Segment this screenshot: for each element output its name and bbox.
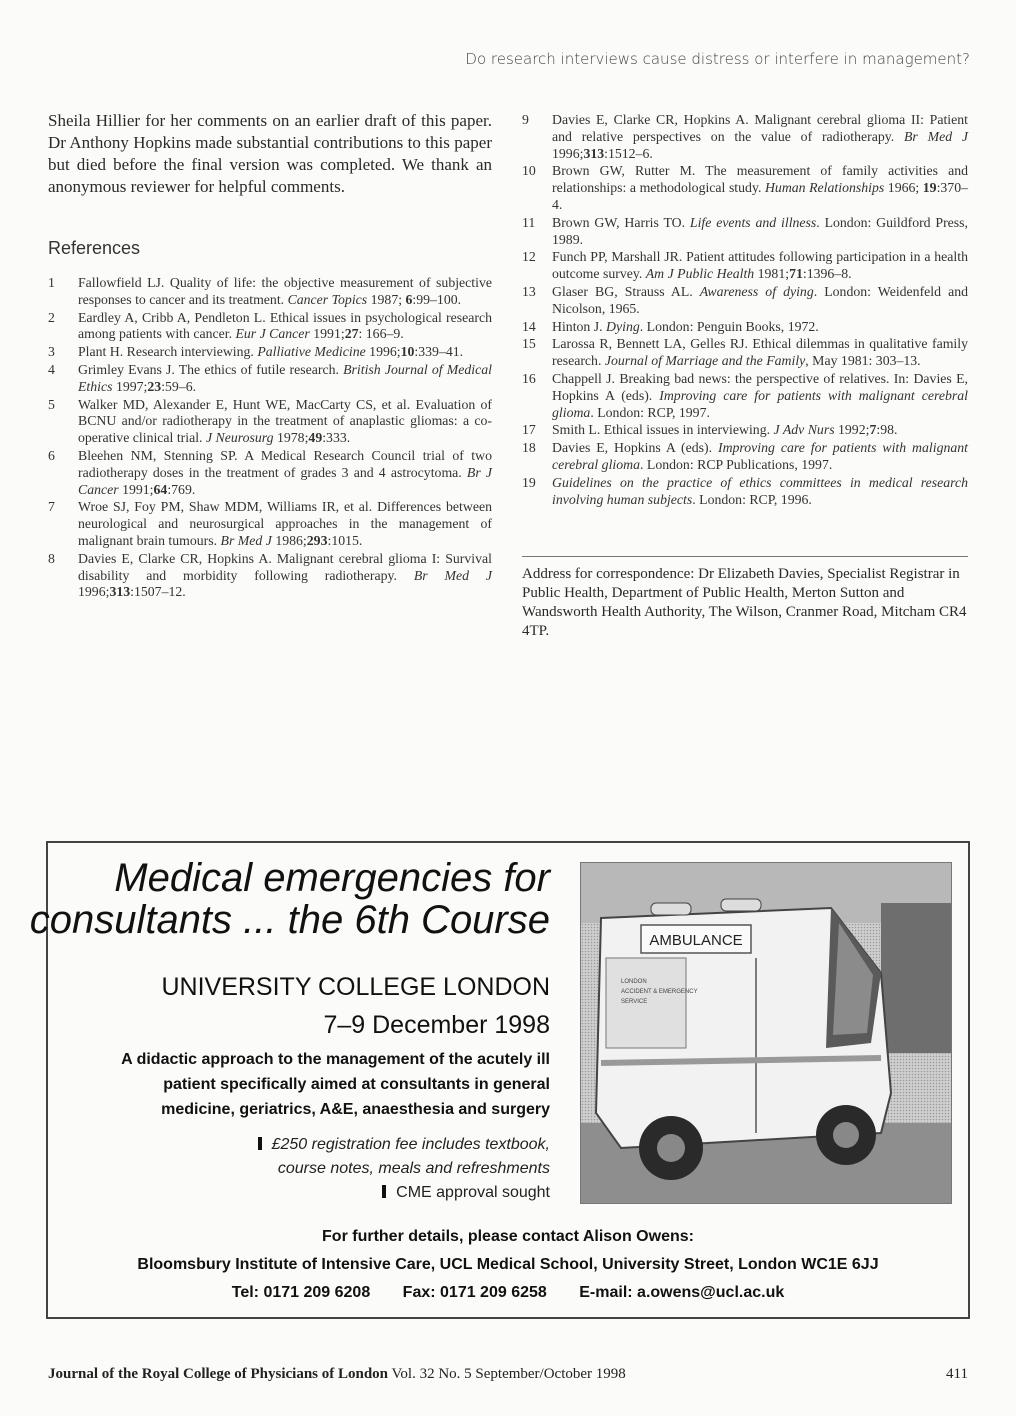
reference-item	[522, 336, 968, 370]
ad-bullets	[190, 1133, 550, 1205]
reference-journal: Awareness of dying	[699, 283, 814, 299]
ad-fax: Fax: 0171 209 6258	[402, 1284, 547, 1301]
reference-item	[48, 310, 492, 344]
ambulance-icon	[581, 863, 951, 1203]
reference-year: 1992;	[834, 422, 870, 438]
reference-item	[48, 551, 492, 601]
reference-year: 1997;	[112, 378, 148, 394]
reference-year: 1966;	[884, 180, 923, 196]
reference-year: 1981;	[754, 266, 790, 282]
reference-number: 6	[48, 447, 55, 463]
reference-year: 1991;	[309, 326, 345, 342]
reference-number: 1	[48, 275, 55, 290]
reference-authors: Davies E, Clarke CR, Hopkins A. Malignant cerebral glioma II: Patient and relative perspectives on the value of radiotherapy.	[552, 112, 968, 144]
reference-item	[522, 440, 968, 474]
reference-year: . London: RCP Publications, 1997.	[640, 456, 833, 472]
reference-year: 1996;	[365, 344, 401, 360]
reference-authors: Funch PP, Marshall JR. Patient attitudes following participation in a health outcome survey.	[552, 249, 968, 282]
reference-volume: 64	[153, 481, 168, 497]
reference-journal: Cancer Topics	[287, 291, 368, 307]
reference-pages: :769.	[167, 481, 196, 497]
reference-item	[522, 163, 968, 213]
ambulance-photo	[580, 862, 952, 1204]
reference-pages: :1015.	[327, 532, 363, 548]
reference-journal: Dying	[606, 318, 640, 334]
correspondence-address: Address for correspondence: Dr Elizabeth Davies, Specialist Registrar in Public Health, Department of Public Health, Merton Sutton and Wandsworth Health Authority, The Wilson, Cranmer Road, Mitcham CR4 4TP.	[522, 556, 968, 641]
photo-side-text: LONDON	[621, 979, 647, 985]
reference-journal: Improving care for patients with malignant cerebral glioma	[552, 387, 968, 420]
reference-authors: Davies E, Hopkins A (eds).	[552, 440, 718, 456]
reference-volume: 23	[147, 378, 162, 394]
reference-pages: :99–100.	[412, 291, 462, 307]
course-advertisement	[29, 841, 970, 1319]
ad-desc-line: patient specifically aimed at consultants in general	[163, 1076, 550, 1093]
reference-journal: Life events and illness	[689, 214, 817, 230]
reference-item	[48, 448, 492, 498]
reference-year: . London: Penguin Books, 1972.	[639, 318, 819, 334]
reference-year: 1996;	[78, 584, 110, 600]
bullet-square-icon	[258, 1137, 262, 1150]
reference-journal: Br J Cancer	[78, 464, 492, 497]
reference-item	[522, 112, 968, 162]
reference-number: 2	[48, 309, 55, 325]
ad-institution: UNIVERSITY COLLEGE LONDON	[161, 973, 550, 1001]
reference-item	[48, 275, 492, 309]
ad-contact-line1: For further details, please contact Alison Owens:	[322, 1228, 694, 1245]
reference-item	[522, 215, 968, 249]
references-list-right	[522, 112, 968, 508]
reference-number: 12	[522, 249, 536, 265]
page-number: 411	[946, 1366, 968, 1382]
reference-journal: Journal of Marriage and the Family	[604, 353, 806, 369]
reference-year: . London: Weidenfeld and Nicolson, 1965.	[552, 283, 968, 316]
reference-authors: Larossa R, Bennett LA, Gelles RJ. Ethical dilemmas in qualitative family research.	[552, 336, 968, 369]
reference-volume: 7	[869, 422, 877, 438]
reference-authors: Hinton J.	[552, 318, 607, 334]
reference-item	[48, 362, 492, 396]
page-footer	[48, 1366, 968, 1383]
reference-number: 18	[522, 440, 536, 456]
bullet-square-icon	[382, 1185, 386, 1198]
reference-year: . London: RCP, 1996.	[692, 491, 812, 507]
ad-contact-numbers	[48, 1279, 968, 1307]
reference-number: 4	[48, 361, 55, 377]
reference-number: 15	[522, 336, 536, 352]
reference-pages: : 166–9.	[358, 326, 404, 342]
reference-authors: Chappell J. Breaking bad news: the perspective of relatives. In: Davies E, Hopkins A (eds).	[552, 370, 968, 403]
running-header: Do research interviews cause distress or interfere in management?	[465, 50, 970, 68]
reference-authors: Eardley A, Cribb A, Pendleton L. Ethical issues in psychological research among patients with cancer.	[78, 309, 492, 342]
reference-item	[522, 249, 968, 283]
reference-year: , May 1981: 303–13.	[805, 353, 921, 369]
reference-pages: :1507–12.	[130, 584, 186, 600]
ad-bullet-fee	[190, 1133, 550, 1157]
ad-title-line1: Medical emergencies for	[114, 856, 550, 900]
reference-number: 10	[522, 163, 536, 179]
references-heading: References	[48, 238, 141, 258]
reference-volume: 313	[583, 145, 605, 161]
photo-side-text: SERVICE	[621, 999, 648, 1005]
reference-year: 1986;	[271, 532, 307, 548]
ad-desc-line: A didactic approach to the management of the acutely ill	[121, 1051, 550, 1068]
reference-journal: Br Med J	[904, 128, 968, 144]
reference-number: 19	[522, 474, 536, 490]
reference-volume: 27	[344, 326, 359, 342]
reference-authors: Davies E, Clarke CR, Hopkins A. Malignant cerebral glioma I: Survival disability and morbidity following radiotherapy.	[78, 550, 492, 583]
ad-tel: Tel: 0171 209 6208	[231, 1284, 371, 1301]
reference-authors: Walker MD, Alexander E, Hunt WE, MacCarty CS, et al. Evaluation of BCNU and/or radiotherapy in the treatment of anaplastic gliomas: a co-operative clinical trial.	[78, 396, 492, 446]
reference-item	[48, 344, 492, 361]
reference-pages: :1512–6.	[604, 145, 653, 161]
reference-volume: 6	[405, 291, 413, 307]
reference-item	[522, 422, 968, 439]
reference-number: 5	[48, 396, 55, 412]
reference-number: 16	[522, 370, 536, 386]
reference-journal: Guidelines on the practice of ethics committees in medical research involving human subjects	[552, 474, 968, 507]
reference-journal: Eur J Cancer	[235, 326, 310, 342]
reference-year: 1996;	[552, 145, 584, 161]
ad-bullet-fee-line1: £250 registration fee includes textbook,	[271, 1136, 550, 1153]
reference-year: . London: Guildford Press, 1989.	[552, 214, 968, 247]
right-column	[522, 112, 968, 509]
reference-authors: Smith L. Ethical issues in interviewing.	[552, 422, 774, 438]
reference-journal: Br Med J	[220, 532, 272, 548]
reference-journal: Am J Public Health	[645, 266, 755, 282]
ad-contact-line2: Bloomsbury Institute of Intensive Care, UCL Medical School, University Street, London WC1E 6JJ	[137, 1256, 879, 1273]
reference-authors: Plant H. Research interviewing.	[78, 344, 258, 360]
reference-number: 7	[48, 499, 55, 515]
ad-title	[30, 857, 550, 941]
reference-journal: Improving care for patients with malignant cerebral glioma	[552, 440, 968, 472]
reference-item	[522, 284, 968, 318]
reference-journal: Palliative Medicine	[257, 344, 366, 360]
reference-journal: Human Relationships	[764, 180, 885, 196]
footer-journal: Journal of the Royal College of Physicians of London	[48, 1366, 389, 1382]
reference-item	[48, 397, 492, 447]
reference-volume: 293	[306, 532, 328, 548]
reference-number: 8	[48, 550, 55, 566]
reference-journal: Br Med J	[413, 567, 492, 583]
ad-email[interactable]: E-mail: a.owens@ucl.ac.uk	[579, 1284, 785, 1301]
reference-year: 1991;	[118, 481, 154, 497]
reference-year: 1987;	[367, 291, 406, 307]
reference-number: 11	[522, 214, 536, 230]
ad-contact	[48, 1223, 968, 1307]
reference-item	[48, 499, 492, 549]
reference-authors: Wroe SJ, Foy PM, Shaw MDM, Williams IR, et al. Differences between neurological and neurosurgical approaches in the management of malignant brain tumours.	[78, 499, 492, 548]
reference-authors: Brown GW, Harris TO.	[552, 214, 690, 230]
reference-pages: :98.	[876, 422, 898, 438]
reference-item	[522, 371, 968, 421]
reference-item	[522, 319, 968, 336]
reference-authors: Glaser BG, Strauss AL.	[552, 283, 700, 299]
reference-number: 14	[522, 318, 536, 334]
ad-dates: 7–9 December 1998	[323, 1011, 550, 1039]
reference-number: 3	[48, 344, 55, 360]
reference-item	[522, 475, 968, 509]
photo-ambulance-label: AMBULANCE	[649, 932, 743, 949]
reference-year: . London: RCP, 1997.	[590, 404, 710, 420]
reference-authors: Bleehen NM, Stenning SP. A Medical Research Council trial of two radiotherapy doses in the treatment of grades 3 and 4 astrocytoma.	[78, 447, 492, 480]
ad-description	[70, 1047, 550, 1122]
reference-authors: Grimley Evans J. The ethics of futile research.	[78, 361, 344, 377]
reference-number: 17	[522, 422, 536, 438]
reference-volume: 49	[308, 430, 323, 446]
reference-volume: 313	[109, 584, 131, 600]
reference-number: 9	[522, 112, 529, 127]
reference-journal: J Adv Nurs	[773, 422, 835, 438]
ad-title-line2: consultants ... the 6th Course	[29, 898, 550, 942]
ad-bullet-cme	[190, 1181, 550, 1205]
reference-volume: 19	[922, 180, 937, 196]
reference-number: 13	[522, 283, 536, 299]
left-column	[48, 110, 492, 602]
reference-journal: J Neurosurg	[205, 430, 274, 446]
photo-side-text: ACCIDENT & EMERGENCY	[621, 989, 698, 995]
reference-year: 1978;	[273, 430, 309, 446]
reference-authors: Fallowfield LJ. Quality of life: the objective measurement of subjective responses to cancer and its treatment.	[78, 275, 492, 307]
reference-pages: :333.	[322, 430, 351, 446]
reference-volume: 71	[789, 266, 803, 282]
footer-issue: Vol. 32 No. 5 September/October 1998	[388, 1366, 626, 1382]
reference-pages: :59–6.	[161, 378, 197, 394]
reference-pages: :339–41.	[414, 344, 464, 360]
reference-pages: :1396–8.	[802, 266, 852, 282]
ad-desc-line: medicine, geriatrics, A&E, anaesthesia and surgery	[161, 1101, 550, 1118]
reference-authors: Brown GW, Rutter M. The measurement of family activities and relationships: a methodological study.	[552, 163, 968, 196]
acknowledgements-text: Sheila Hillier for her comments on an earlier draft of this paper. Dr Anthony Hopkins made substantial contributions to this paper but died before the final version was completed. We thank an anonymous reviewer for helpful comments.	[48, 111, 492, 196]
reference-volume: 10	[400, 344, 415, 360]
references-list-left	[48, 275, 492, 601]
reference-pages: :370–4.	[552, 180, 969, 212]
ad-bullet-fee-line2: course notes, meals and refreshments	[277, 1160, 550, 1177]
ad-bullet-cme-text: CME approval sought	[396, 1184, 550, 1201]
reference-journal: British Journal of Medical Ethics	[78, 361, 492, 394]
